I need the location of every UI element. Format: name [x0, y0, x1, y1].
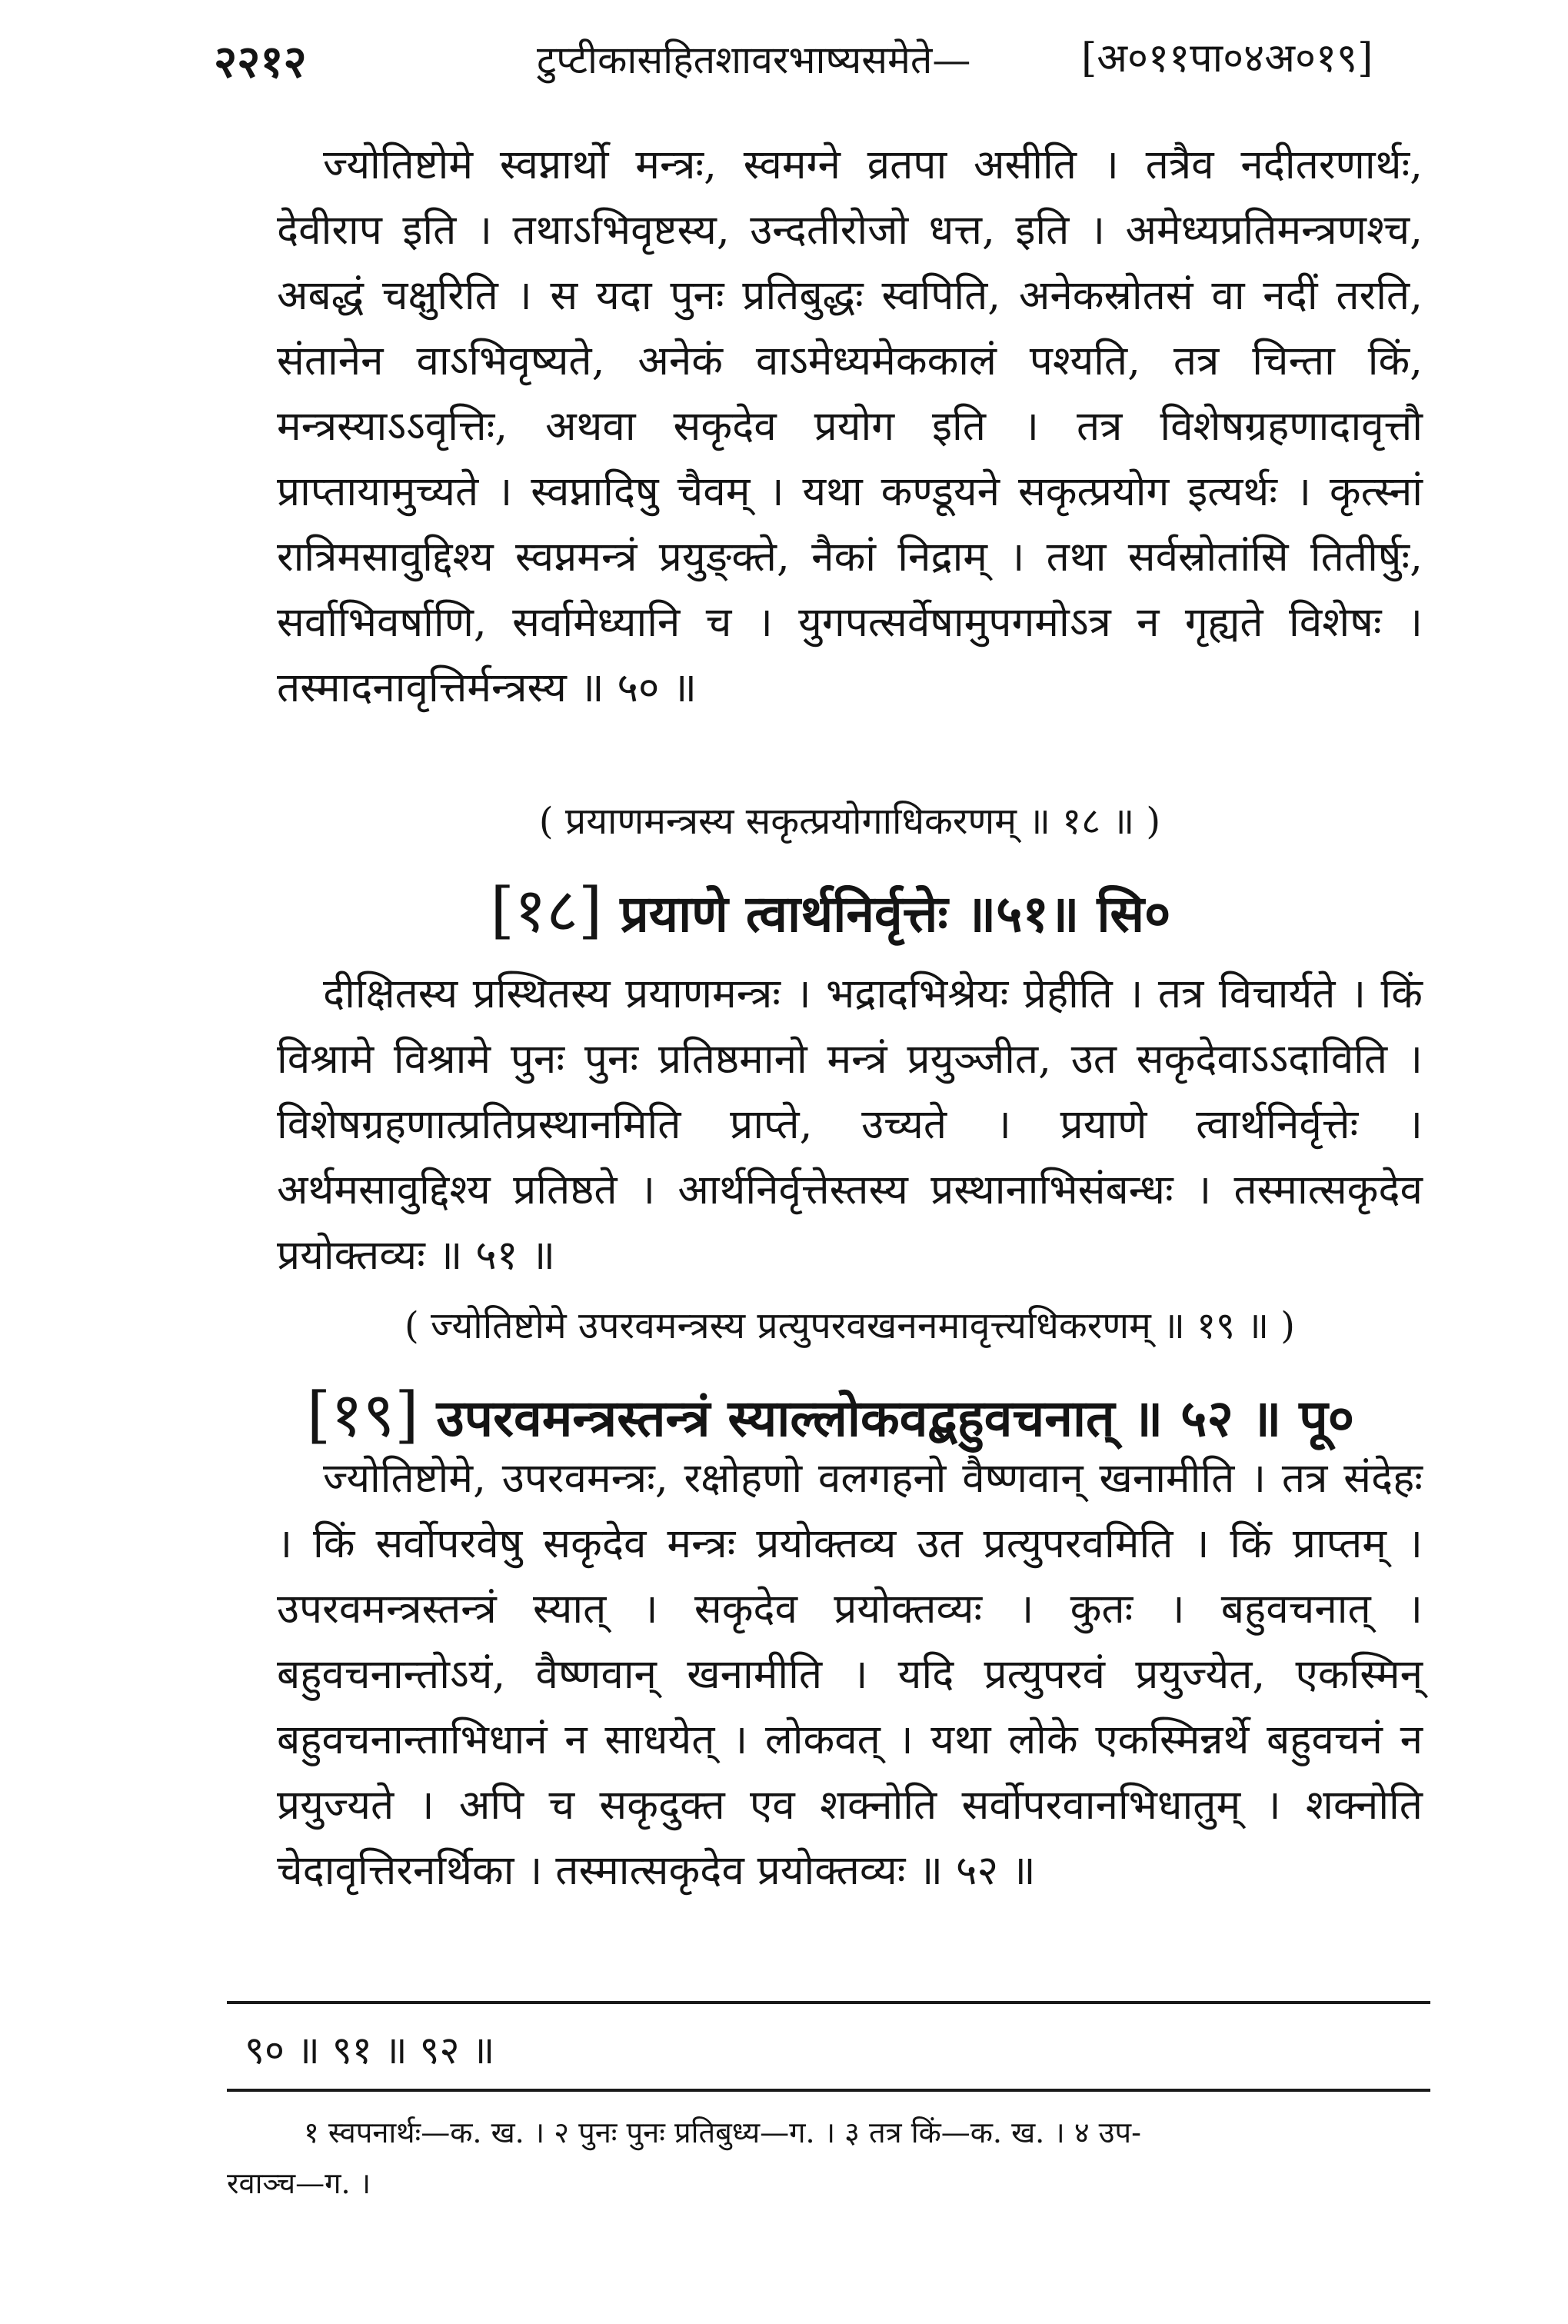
upper-divider — [227, 2001, 1430, 2004]
sutra-number-19: [१९] — [306, 1379, 419, 1450]
footnote-divider — [227, 2089, 1430, 2092]
sutra-text-52: उपरवमन्त्रस्तन्त्रं स्याल्लोकवद्बहुवचनात् ॥ ५२ ॥ पू० — [436, 1388, 1355, 1448]
sutra-51 — [231, 866, 1430, 950]
footnotes — [227, 2107, 1430, 2209]
commentary-paragraph-50: ज्योतिष्टोमे स्वप्नार्थो मन्त्रः, स्वमग्ने व्रतपा असीति । तत्रैव नदीतरणार्थः, देवीराप इति । तथाऽभिवृष्टस्य, उन्दतीरोजो धत्त, इति । अमेध्यप्रतिमन्त्रणश्च, अबद्धं चक्षुरिति । स यदा पुनः प्रतिबुद्धः स्वपिति, अनेकस्रोतसं वा नदीं तरति, संतानेन वाऽभिवृष्यते, अनेकं वाऽमेध्यमेककालं पश्यति, तत्र चिन्ता किं, मन्त्रस्याऽऽवृत्तिः, अथवा सकृदेव प्रयोग इति । तत्र विशेषग्रहणादावृत्तौ प्राप्तायामुच्यते । स्वप्नादिषु चैवम् । यथा कण्डूयने सकृत्प्रयोग इत्यर्थः । कृत्स्नां रात्रिमसावुद्दिश्य स्वप्नमन्त्रं प्रयुङ्क्ते, नैकां निद्राम् । तथा सर्वस्रोतांसि तितीर्षुः, सर्वाभिवर्षाणि, सर्वामेध्यानि च । युगपत्सर्वेषामुपगमोऽत्र न गृह्यते विशेषः । तस्मादनावृत्तिर्मन्त्रस्य ॥ ५० ॥ — [277, 142, 1423, 711]
commentary-paragraph-51: दीक्षितस्य प्रस्थितस्य प्रयाणमन्त्रः । भद्रादभिश्रेयः प्रेहीति । तत्र विचार्यते । किं विश्रामे विश्रामे पुनः पुनः प्रतिष्ठमानो मन्त्रं प्रयुञ्जीत, उत सकृदेवाऽऽदाविति । विशेषग्रहणात्प्रतिप्रस्थानमिति प्राप्ते, उच्यते । प्रयाणे त्वार्थनिर्वृत्तेः । अर्थमसावुद्दिश्य प्रतिष्ठते । आर्थनिर्वृत्तेस्तस्य प्रस्थानाभिसंबन्धः । तस्मात्सकृदेव प्रयोक्तव्यः ॥ ५१ ॥ — [277, 971, 1423, 1279]
sutra-number-18: [१८] — [490, 874, 603, 946]
sutra-52 — [231, 1370, 1430, 1454]
commentary-block-50 — [277, 132, 1423, 721]
commentary-block-51 — [277, 961, 1423, 1288]
footnote-line-1: १ स्वपनार्थः—क. ख. । २ पुनः पुनः प्रतिबुध्य—ग. । ३ तत्र किं—क. ख. । ४ उप- — [304, 2116, 1141, 2149]
adhikarana-title-19: ( ज्योतिष्टोमे उपरवमन्त्रस्य प्रत्युपरवखननमावृत्त्यधिकरणम् ॥ १९ ॥ ) — [404, 1304, 1296, 1347]
commentary-block-52 — [277, 1446, 1423, 1903]
verse-reference-line: ९० ॥ ९१ ॥ ९२ ॥ — [245, 2028, 495, 2073]
page-number: २२१२ — [214, 35, 307, 88]
footnote-line-2: रवाञ्च—ग. । — [227, 2166, 371, 2200]
sutra-text-51: प्रयाणे त्वार्थनिर्वृत्तेः ॥५१॥ सि० — [620, 884, 1171, 944]
section-reference: [अ०११पा०४अ०१९] — [1081, 35, 1373, 82]
running-title: टुप्टीकासहितशावरभाष्यसमेते— — [537, 38, 971, 82]
page-header — [214, 29, 1444, 98]
commentary-paragraph-52: ज्योतिष्टोमे, उपरवमन्त्रः, रक्षोहणो वलगहनो वैष्णवान् खनामीति । तत्र संदेहः । किं सर्वोपरवेषु सकृदेव मन्त्रः प्रयोक्तव्य उत प्रत्युपरवमिति । किं प्राप्तम् । उपरवमन्त्रस्तन्त्रं स्यात् । सकृदेव प्रयोक्तव्यः । कुतः । बहुवचनात् । बहुवचनान्तोऽयं, वैष्णवान् खनामीति । यदि प्रत्युपरवं प्रयुज्येत, एकस्मिन् बहुवचनान्ताभिधानं न साधयेत् । लोकवत् । यथा लोके एकस्मिन्नर्थे बहुवचनं न प्रयुज्यते । अपि च सकृदुक्त एव शक्नोति सर्वोपरवानभिधातुम् । शक्नोति चेदावृत्तिरनर्थिका । तस्मात्सकृदेव प्रयोक्तव्यः ॥ ५२ ॥ — [277, 1455, 1423, 1894]
adhikarana-title-18: ( प्रयाणमन्त्रस्य सकृत्प्रयोगाधिकरणम् ॥ १८ ॥ ) — [538, 800, 1161, 843]
